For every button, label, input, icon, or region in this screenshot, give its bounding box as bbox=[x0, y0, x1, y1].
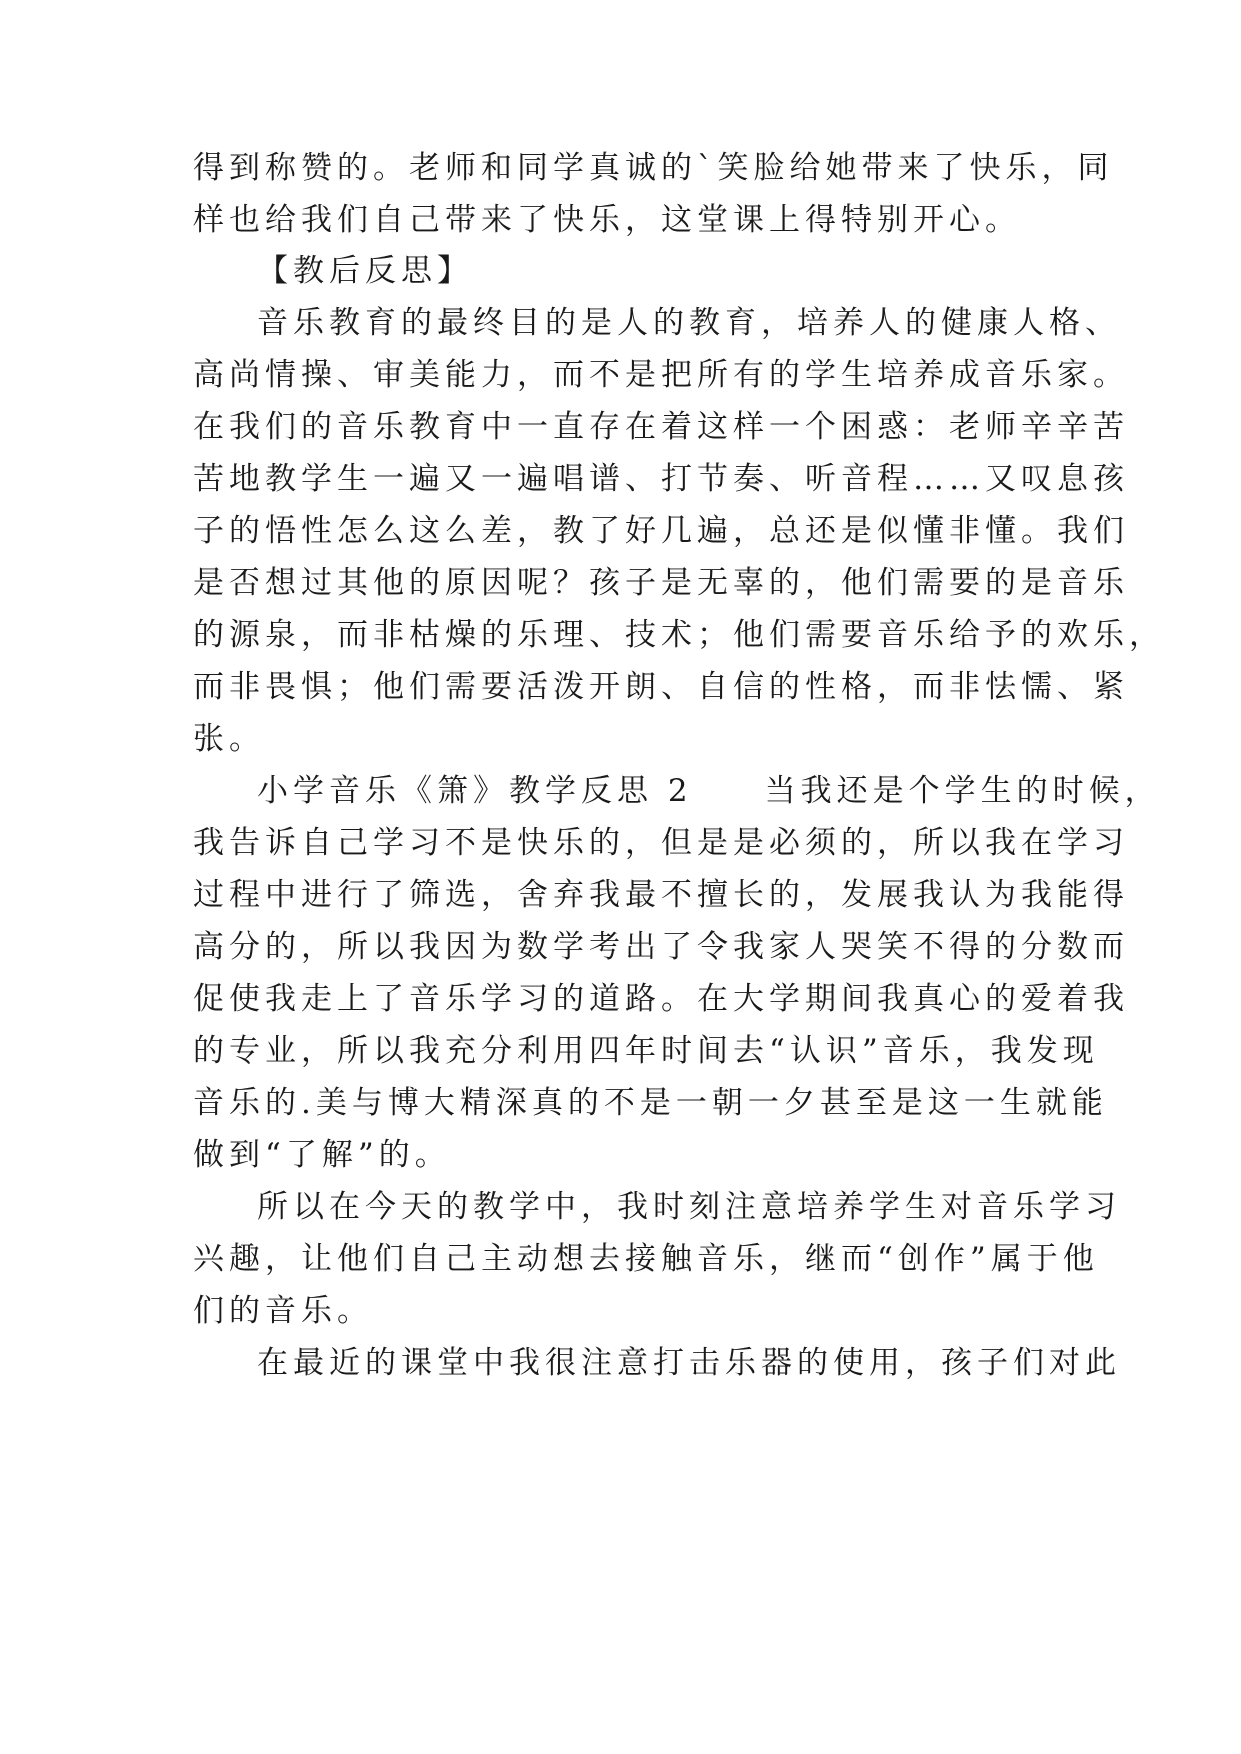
text-line: 在最近的课堂中我很注意打击乐器的使用，孩子们对此 bbox=[257, 1345, 1121, 1381]
text-line: 高尚情操、审美能力，而不是把所有的学生培养成音乐家。 bbox=[193, 357, 1129, 393]
text-line: 过程中进行了筛选，舍弃我最不擅长的，发展我认为我能得 bbox=[193, 877, 1129, 913]
text-line: 的专业，所以我充分利用四年时间去“认识”音乐，我发现 bbox=[193, 1033, 1099, 1069]
text-line: 子的悟性怎么这么差，教了好几遍，总还是似懂非懂。我们 bbox=[193, 513, 1129, 549]
text-line: 所以在今天的教学中，我时刻注意培养学生对音乐学习 bbox=[257, 1189, 1121, 1225]
text-line: 样也给我们自己带来了快乐，这堂课上得特别开心。 bbox=[193, 202, 1021, 238]
section-heading: 【教后反思】 bbox=[257, 253, 473, 289]
text-line: 苦地教学生一遍又一遍唱谱、打节奏、听音程……又叹息孩 bbox=[193, 461, 1129, 497]
text-line: 们的音乐。 bbox=[193, 1293, 373, 1329]
text-line: 促使我走上了音乐学习的道路。在大学期间我真心的爱着我 bbox=[193, 981, 1129, 1017]
text-line: 张。 bbox=[193, 721, 265, 757]
text-line: 做到“了解”的。 bbox=[193, 1137, 451, 1173]
text-line: 音乐教育的最终目的是人的教育，培养人的健康人格、 bbox=[257, 305, 1121, 341]
text-line: 小学音乐《箫》教学反思 2 当我还是个学生的时候， bbox=[257, 773, 1161, 809]
text-line: 得到称赞的。老师和同学真诚的`笑脸给她带来了快乐，同 bbox=[193, 150, 1114, 186]
text-line: 音乐的.美与博大精深真的不是一朝一夕甚至是这一生就能 bbox=[193, 1085, 1108, 1121]
text-line: 高分的，所以我因为数学考出了令我家人哭笑不得的分数而 bbox=[193, 929, 1129, 965]
text-line: 我告诉自己学习不是快乐的，但是是必须的，所以我在学习 bbox=[193, 825, 1129, 861]
text-line: 兴趣，让他们自己主动想去接触音乐，继而“创作”属于他 bbox=[193, 1241, 1099, 1277]
text-line: 是否想过其他的原因呢？孩子是无辜的，他们需要的是音乐 bbox=[193, 565, 1129, 601]
text-line: 而非畏惧；他们需要活泼开朗、自信的性格，而非怯懦、紧 bbox=[193, 669, 1129, 705]
text-line: 在我们的音乐教育中一直存在着这样一个困惑：老师辛辛苦 bbox=[193, 409, 1129, 445]
text-line: 的源泉，而非枯燥的乐理、技术；他们需要音乐给予的欢乐， bbox=[193, 617, 1165, 653]
